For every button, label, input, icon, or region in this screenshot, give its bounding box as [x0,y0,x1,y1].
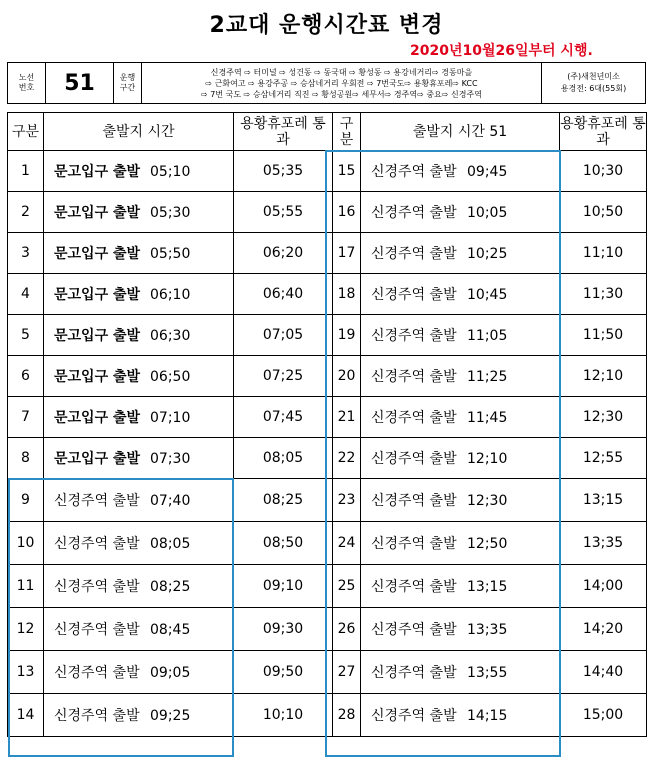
col-header-no: 구분 [8,113,44,151]
departure-time: 08;05 [150,536,191,552]
departure-time: 12;10 [467,451,508,467]
row-number: 26 [337,621,356,637]
vehicle-count: 용경전: 6대(55회) [560,84,627,93]
pass-time: 11;30 [582,286,624,302]
effective-date-notice: 2020년10월26일부터 시행. [410,43,593,59]
col-header-no-right: 구분 [333,113,361,151]
pass-time: 10;10 [262,707,304,723]
departure-station: 신경주역 출발 [371,328,457,344]
route-line: ⇨ 근화여고 ⇨ 용강주공 ⇨ 승삼네거리 우회전 ⇨ 7번국도⇨ 용황휴포레⇨ KCC [205,78,478,88]
pass-time: 11;10 [582,245,624,261]
departure-time: 05;50 [150,246,191,262]
departure-station: 신경주역 출발 [371,708,457,724]
pass-time: 10;50 [582,204,624,220]
pass-time: 05;55 [262,204,304,220]
route-number-label: 노선 번호 [8,63,46,103]
departure-station: 신경주역 출발 [54,708,140,724]
departure-station: 문고입구 출발 [54,164,141,180]
pass-time: 12;55 [582,450,624,466]
operator-name: (주)새천년미소 [567,72,620,81]
route-section-label: 운행 구간 [114,63,142,103]
departure-time: 11;45 [467,410,508,426]
departure-station: 신경주역 출발 [371,205,457,221]
departure-station: 신경주역 출발 [54,536,140,552]
departure-station: 신경주역 출발 [371,665,457,681]
pass-time: 06;40 [262,286,304,302]
departure-time: 10;05 [467,205,508,221]
departure-time: 05;30 [150,205,191,221]
departure-time: 12;50 [467,536,508,552]
row-number: 23 [337,492,356,508]
departure-time: 08;45 [150,622,191,638]
row-number: 15 [337,163,356,179]
departure-time: 13;55 [467,665,508,681]
route-number: 51 [46,63,114,103]
row-number: 16 [337,204,356,220]
row-number: 6 [21,368,30,384]
departure-time: 07;30 [150,451,191,467]
pass-time: 12;10 [582,368,624,384]
departure-time: 06;30 [150,328,191,344]
row-number: 21 [337,409,356,425]
departure-station: 문고입구 출발 [54,246,141,262]
row-number: 14 [16,707,35,723]
table-header-row [8,113,647,151]
row-number: 4 [21,286,30,302]
pass-time: 08;25 [262,492,304,508]
row-number: 13 [16,664,35,680]
pass-time: 14;20 [582,621,624,637]
row-number: 27 [337,664,356,680]
pass-time: 05;35 [262,163,304,179]
row-number: 11 [16,578,35,594]
departure-station: 문고입구 출발 [54,369,141,385]
departure-time: 12;30 [467,493,508,509]
departure-station: 문고입구 출발 [54,287,141,303]
pass-time: 14;00 [582,578,624,594]
departure-time: 14;15 [467,708,508,724]
pass-time: 08;05 [262,450,304,466]
row-number: 28 [337,707,356,723]
pass-time: 07;05 [262,327,304,343]
departure-time: 06;10 [150,287,191,303]
departure-time: 06;50 [150,369,191,385]
pass-time: 11;50 [582,327,624,343]
departure-station: 신경주역 출발 [371,246,457,262]
departure-time: 05;10 [150,164,191,180]
row-number: 2 [21,204,30,220]
departure-time: 07;10 [150,410,191,426]
pass-time: 06;20 [262,245,304,261]
departure-station: 신경주역 출발 [54,579,140,595]
departure-station: 신경주역 출발 [371,369,457,385]
pass-time: 12;30 [582,409,624,425]
row-number: 20 [337,368,356,384]
pass-time: 13;15 [582,492,624,508]
departure-station: 신경주역 출발 [371,287,457,303]
row-number: 8 [21,450,30,466]
departure-station: 신경주역 출발 [54,622,140,638]
row-number: 17 [337,245,356,261]
departure-time: 07;40 [150,493,191,509]
departure-station: 신경주역 출발 [371,451,457,467]
departure-station: 문고입구 출발 [54,328,141,344]
pass-time: 09;10 [262,578,304,594]
departure-time: 09;05 [150,665,191,681]
departure-station: 문고입구 출발 [54,451,141,467]
pass-time: 07;45 [262,409,304,425]
departure-station: 신경주역 출발 [54,665,140,681]
departure-station: 문고입구 출발 [54,205,141,221]
departure-station: 신경주역 출발 [54,493,140,509]
departure-station: 신경주역 출발 [371,579,457,595]
departure-time: 09;45 [467,164,508,180]
row-number: 12 [16,621,35,637]
highlight-box-right [325,150,561,757]
col-header-departure: 출발지 시간 [44,113,234,151]
pass-time: 13;35 [582,535,624,551]
departure-station: 신경주역 출발 [371,622,457,638]
row-number: 5 [21,327,30,343]
row-number: 19 [337,327,356,343]
departure-time: 10;25 [467,246,508,262]
row-number: 18 [337,286,356,302]
row-number: 3 [21,245,30,261]
row-number: 10 [16,535,35,551]
pass-time: 14;40 [582,664,624,680]
departure-time: 13;35 [467,622,508,638]
row-number: 1 [21,163,30,179]
departure-station: 신경주역 출발 [371,410,457,426]
route-description [142,63,542,103]
pass-time: 07;25 [262,368,304,384]
route-info-bar [7,62,646,104]
row-number: 24 [337,535,356,551]
operator-info [542,63,645,103]
route-line: ⇨ 7번 국도 ⇨ 승삼네거리 직진 ⇨ 황성공원⇨ 세무서⇨ 경주역⇨ 중요⇨ 신경주역 [201,89,482,99]
pass-time: 10;30 [582,163,624,179]
departure-time: 13;15 [467,579,508,595]
row-number: 9 [21,492,30,508]
highlight-box-left [8,478,234,757]
departure-station: 문고입구 출발 [54,410,141,426]
col-header-pass: 용황휴포레 통과 [234,113,333,151]
departure-time: 09;25 [150,708,191,724]
row-number: 7 [21,409,30,425]
departure-time: 10;45 [467,287,508,303]
pass-time: 15;00 [582,707,624,723]
departure-time: 08;25 [150,579,191,595]
col-header-pass-right: 용황휴포레 통과 [560,113,647,151]
departure-station: 신경주역 출발 [371,493,457,509]
row-number: 22 [337,450,356,466]
departure-station: 신경주역 출발 [371,164,457,180]
departure-time: 11;05 [467,328,508,344]
departure-station: 신경주역 출발 [371,536,457,552]
pass-time: 09;30 [262,621,304,637]
col-header-departure-right: 출발지 시간 51 [361,113,560,151]
pass-time: 08;50 [262,535,304,551]
pass-time: 09;50 [262,664,304,680]
page-title: 2교대 운행시간표 변경 [209,13,444,38]
departure-time: 11;25 [467,369,508,385]
route-line: 신경주역 ⇨ 터미널 ⇨ 성건동 ⇨ 동국대 ⇨ 황성동 ⇨ 용강네거리⇨ 경동마을 [210,67,473,77]
row-number: 25 [337,578,356,594]
